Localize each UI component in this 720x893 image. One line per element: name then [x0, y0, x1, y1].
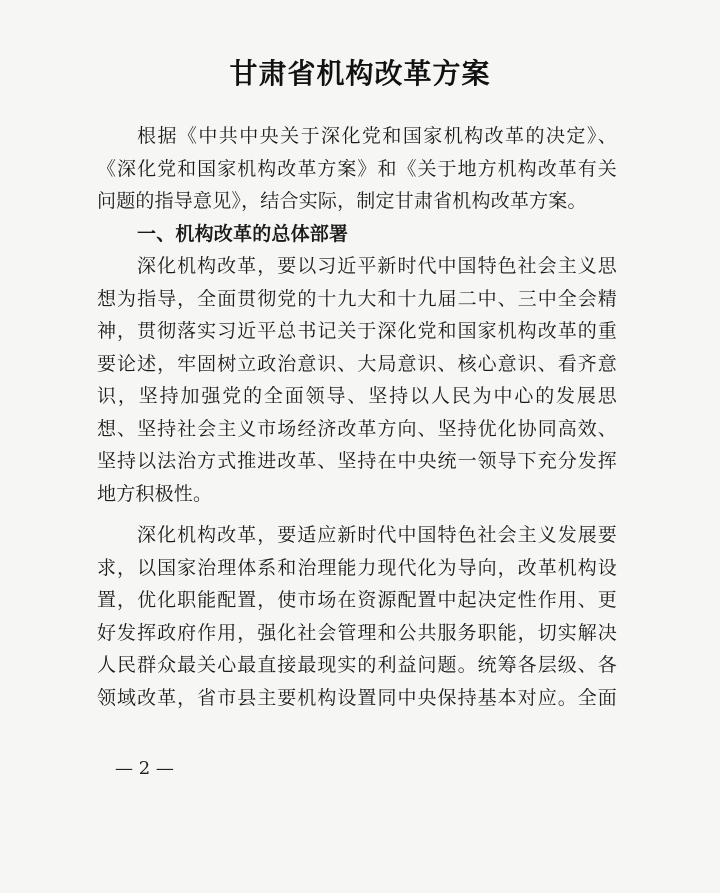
- paragraph-2-line-8: 地方积极性。: [97, 482, 213, 505]
- paragraph-3-line-2: 求，以国家治理体系和治理能力现代化为导向，改革机构设: [97, 556, 617, 579]
- document-title: 甘肃省机构改革方案: [229, 57, 491, 90]
- document-body: [97, 120, 617, 714]
- paragraph-2-line-7: 坚持以法治方式推进改革、坚持在中央统一领导下充分发挥: [97, 450, 617, 472]
- paragraph-3-line-4: 好发挥政府作用，强化社会管理和公共服务职能，切实解决: [97, 621, 617, 644]
- page-number: — 2 —: [115, 758, 174, 779]
- paragraph-3-line-6: 领域改革，省市县主要机构设置同中央保持基本对应。全面: [97, 686, 617, 709]
- paragraph-2-line-1: 深化机构改革，要以习近平新时代中国特色社会主义思: [137, 255, 617, 277]
- paragraph-2-line-3: 神，贯彻落实习近平总书记关于深化党和国家机构改革的重: [97, 320, 617, 342]
- paragraph-gap: [97, 510, 617, 519]
- paragraph-1-line-2: 《深化党和国家机构改革方案》和《关于地方机构改革有关: [97, 157, 617, 180]
- paragraph-3-line-5: 人民群众最关心最直接最现实的利益问题。统筹各层级、各: [97, 654, 617, 676]
- paragraph-2-line-5: 识，坚持加强党的全面领导、坚持以人民为中心的发展思: [97, 385, 617, 407]
- paragraph-2-line-4: 要论述，牢固树立政治意识、大局意识、核心意识、看齐意: [97, 352, 617, 375]
- paragraph-3-line-3: 置，优化职能配置，使市场在资源配置中起决定性作用、更: [97, 589, 617, 611]
- paragraph-2-line-6: 想、坚持社会主义市场经济改革方向、坚持优化协同高效、: [97, 417, 617, 440]
- paragraph-1-line-3: 问题的指导意见》，结合实际，制定甘肃省机构改革方案。: [97, 190, 587, 212]
- section-heading: 一、机构改革的总体部署: [137, 222, 349, 245]
- paragraph-2-line-2: 想为指导，全面贯彻党的十九大和十九届二中、三中全会精: [97, 287, 617, 310]
- paragraph-3-line-1: 深化机构改革，要适应新时代中国特色社会主义发展要: [137, 524, 617, 546]
- paragraph-1-line-1: 根据《中共中央关于深化党和国家机构改革的决定》、: [137, 125, 617, 147]
